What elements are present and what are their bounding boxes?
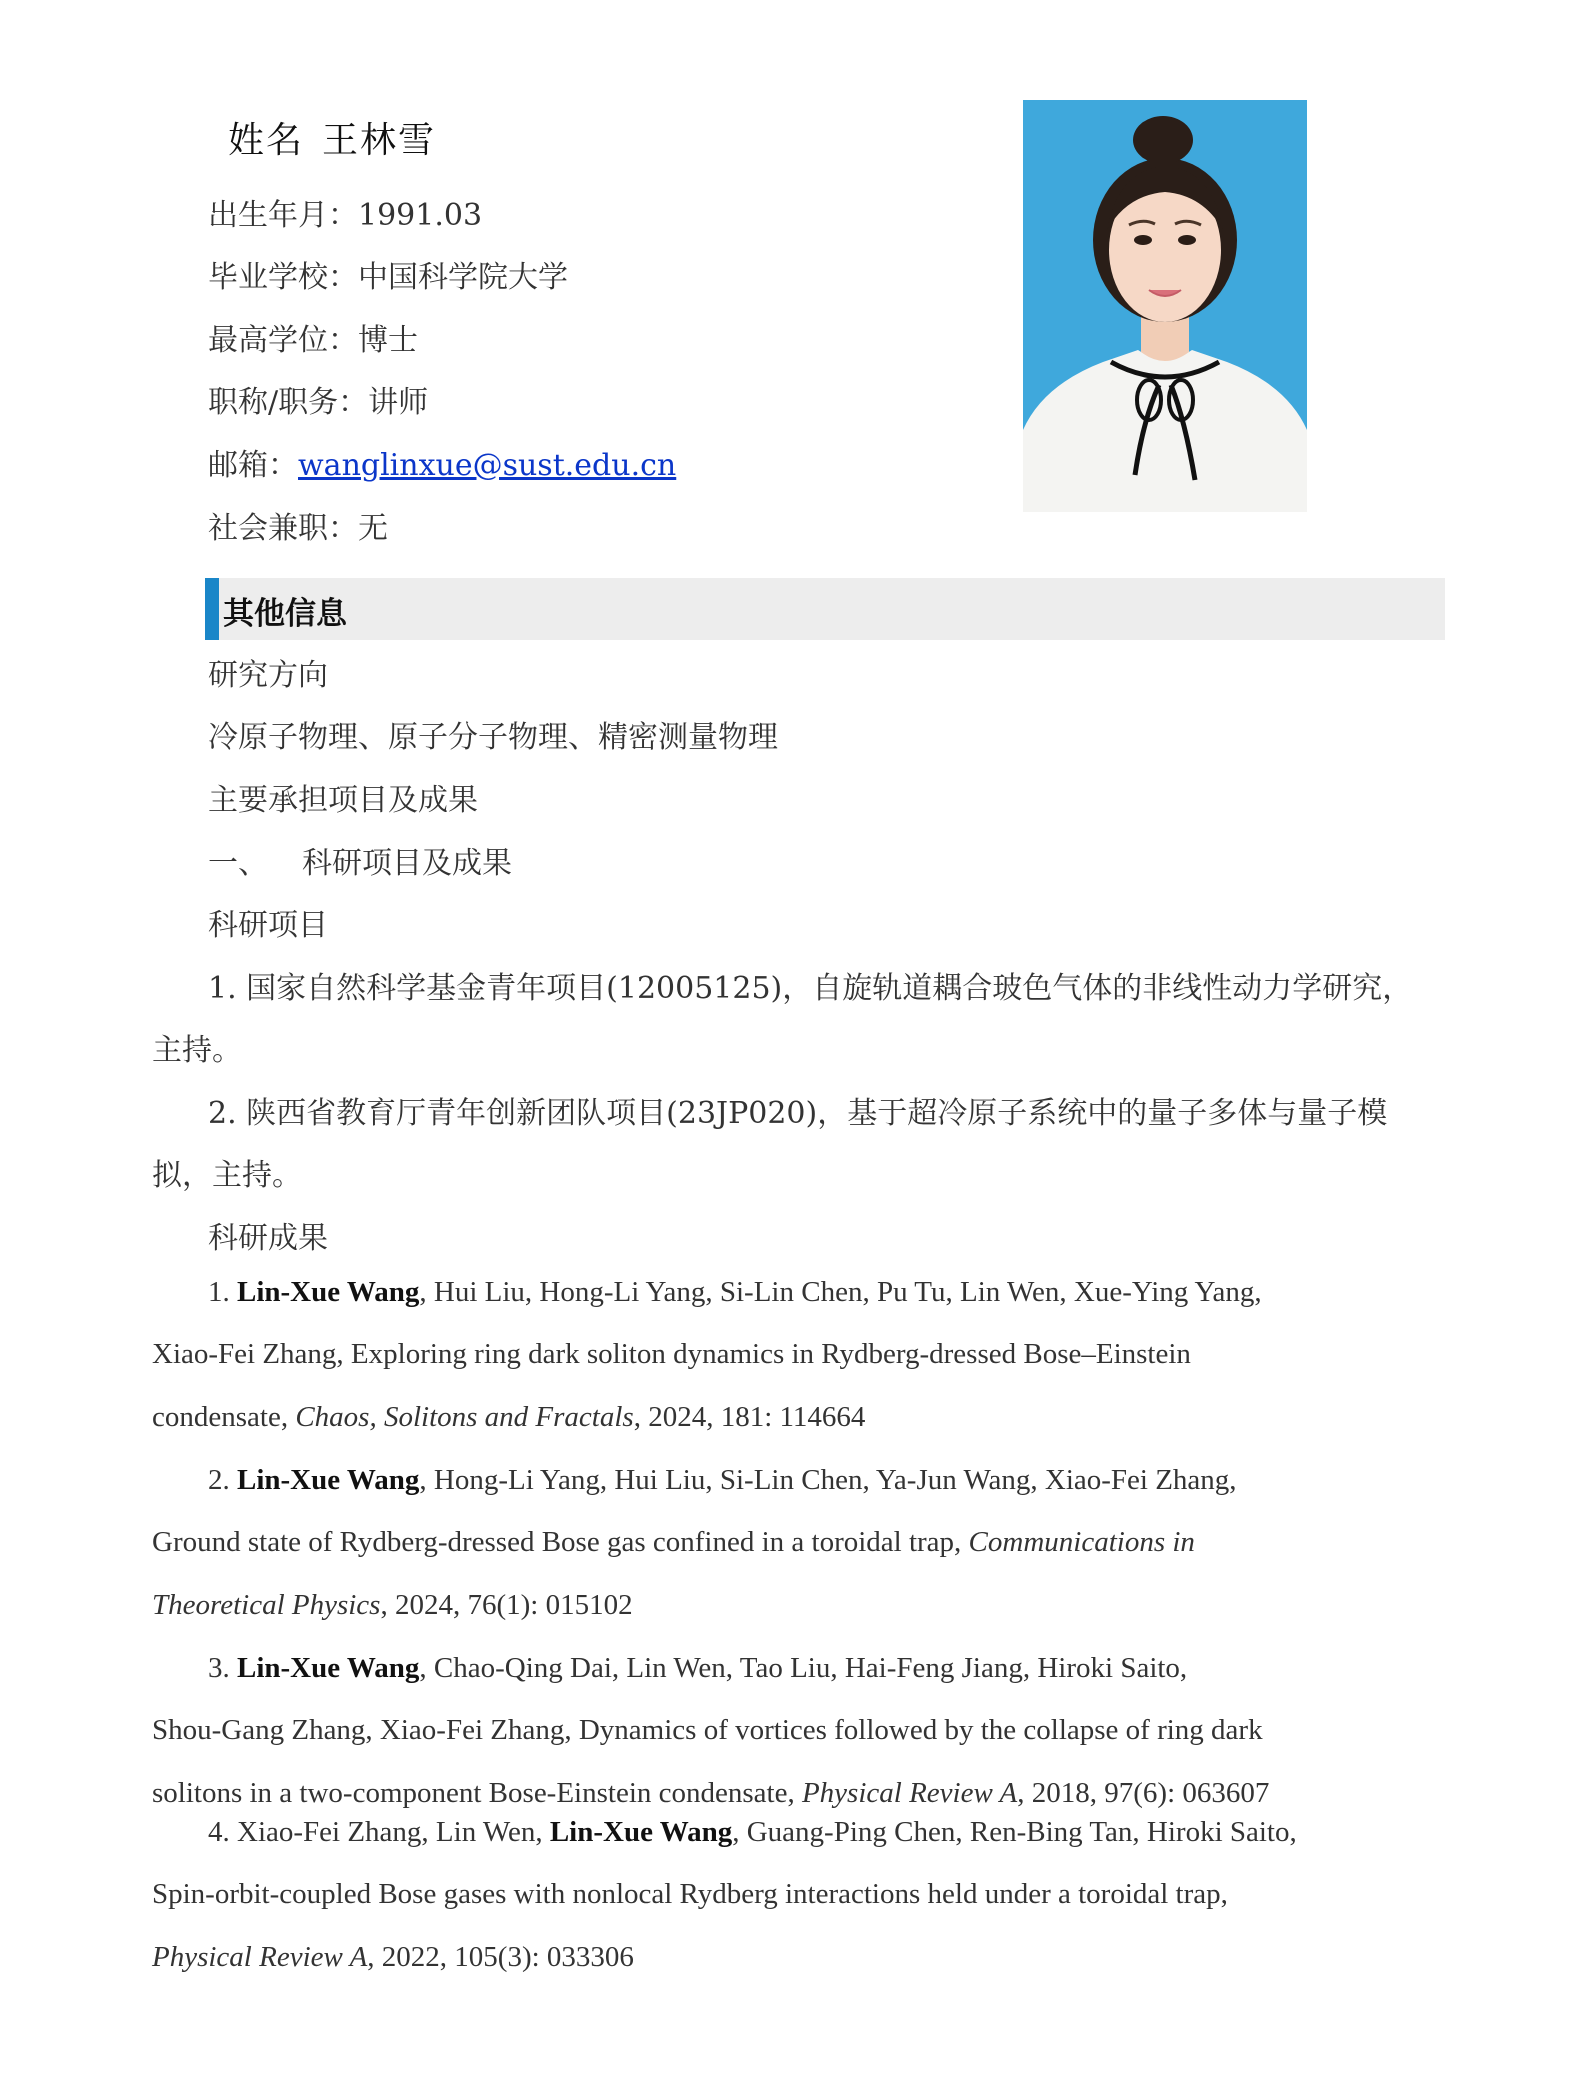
field-label: 邮箱： xyxy=(208,448,298,483)
field-value: 讲师 xyxy=(368,385,429,420)
email-link[interactable]: wanglinxue@sust.edu.cn xyxy=(298,448,677,483)
ref-4-line-2: Spin-orbit-coupled Bose gases with nonlocal Rydberg interactions held under a toroidal trap, xyxy=(152,1878,1228,1910)
ref-1-line-1 xyxy=(208,1276,1262,1309)
ref-number: 3. xyxy=(208,1652,230,1684)
degree-field xyxy=(208,315,418,359)
ref-1-line-3 xyxy=(152,1401,865,1434)
birth-field xyxy=(208,190,482,234)
project-2-line-2: 拟，主持。 xyxy=(152,1158,302,1193)
ref-number: 1. xyxy=(208,1276,230,1308)
field-value: 博士 xyxy=(358,323,418,358)
name-line xyxy=(228,112,436,163)
social-field xyxy=(208,503,388,547)
project-1-line-1: 1. 国家自然科学基金青年项目(12005125)，自旋轨道耦合玻色气体的非线性动力学研究， xyxy=(208,971,1413,1006)
ref-journal: Theoretical Physics xyxy=(152,1589,381,1621)
section-title: 其他信息 xyxy=(223,596,347,632)
name-label: 姓名 xyxy=(228,120,305,161)
research-heading: 研究方向 xyxy=(208,658,328,693)
results-label: 科研成果 xyxy=(208,1221,328,1256)
ref-author-bold: Lin-Xue Wang xyxy=(237,1652,420,1684)
email-field xyxy=(208,440,676,484)
ref-journal: Chaos, Solitons and Fractals xyxy=(295,1401,634,1433)
ref-number: 2. xyxy=(208,1464,230,1496)
projects-heading: 主要承担项目及成果 xyxy=(208,783,478,818)
ref-4-line-3 xyxy=(152,1941,634,1974)
ref-text: solitons in a two-component Bose-Einstein condensate, xyxy=(152,1777,795,1809)
ref-journal: Communications in xyxy=(968,1526,1195,1558)
subsection-number: 一、 xyxy=(208,846,268,881)
field-value: 中国科学院大学 xyxy=(358,260,568,295)
ref-3-line-1 xyxy=(208,1652,1187,1685)
ref-text: , 2024, 181: 114664 xyxy=(633,1401,866,1433)
ref-text: , Guang-Ping Chen, Ren-Bing Tan, Hiroki Saito, xyxy=(732,1816,1297,1848)
ref-1-line-2: Xiao-Fei Zhang, Exploring ring dark soliton dynamics in Rydberg-dressed Bose–Einstein xyxy=(152,1338,1191,1370)
section-accent xyxy=(205,578,219,640)
ref-text: , Hui Liu, Hong-Li Yang, Si-Lin Chen, Pu Tu, Lin Wen, Xue-Ying Yang, xyxy=(419,1276,1262,1308)
section-header xyxy=(205,578,1445,640)
ref-2-line-3 xyxy=(152,1589,633,1622)
ref-text: , 2022, 105(3): 033306 xyxy=(367,1941,634,1973)
field-label: 毕业学校： xyxy=(208,260,358,295)
ref-text: 4. Xiao-Fei Zhang, Lin Wen, xyxy=(208,1816,543,1848)
name-value: 王林雪 xyxy=(322,120,437,161)
ref-text: condensate, xyxy=(152,1401,289,1433)
school-field xyxy=(208,252,568,296)
ref-text: , 2024, 76(1): 015102 xyxy=(380,1589,633,1621)
ref-text: , 2018, 97(6): 063607 xyxy=(1017,1777,1270,1809)
ref-3-line-2: Shou-Gang Zhang, Xiao-Fei Zhang, Dynamics of vortices followed by the collapse of ring dark xyxy=(152,1714,1263,1746)
ref-3-line-3 xyxy=(152,1777,1269,1810)
profile-photo xyxy=(1023,100,1307,512)
ref-4-line-1 xyxy=(208,1816,1297,1849)
field-label: 最高学位： xyxy=(208,323,358,358)
ref-author-bold: Lin-Xue Wang xyxy=(237,1464,420,1496)
ref-author-bold: Lin-Xue Wang xyxy=(549,1816,733,1848)
projects-label: 科研项目 xyxy=(208,908,328,943)
subsection-1 xyxy=(208,838,512,882)
field-label: 社会兼职： xyxy=(208,511,358,546)
ref-text: Ground state of Rydberg-dressed Bose gas confined in a toroidal trap, xyxy=(152,1526,962,1558)
ref-text: , Hong-Li Yang, Hui Liu, Si-Lin Chen, Ya-Jun Wang, Xiao-Fei Zhang, xyxy=(419,1464,1237,1496)
title-field xyxy=(208,377,428,421)
ref-journal: Physical Review A xyxy=(801,1777,1018,1809)
subsection-text: 科研项目及成果 xyxy=(302,846,512,881)
ref-text: , Chao-Qing Dai, Lin Wen, Tao Liu, Hai-Feng Jiang, Hiroki Saito, xyxy=(419,1652,1188,1684)
field-value: 1991.03 xyxy=(358,198,483,233)
ref-journal: Physical Review A xyxy=(152,1941,368,1973)
ref-author-bold: Lin-Xue Wang xyxy=(237,1276,420,1308)
field-label: 出生年月： xyxy=(208,198,358,233)
project-2-line-1: 2. 陕西省教育厅青年创新团队项目(23JP020)，基于超冷原子系统中的量子多体与量子模 xyxy=(208,1096,1388,1131)
research-text: 冷原子物理、原子分子物理、精密测量物理 xyxy=(208,720,778,755)
field-label: 职称/职务： xyxy=(208,385,369,420)
project-1-line-2: 主持。 xyxy=(152,1033,242,1068)
ref-2-line-1 xyxy=(208,1464,1237,1497)
ref-2-line-2 xyxy=(152,1526,1195,1559)
field-value: 无 xyxy=(358,511,388,546)
